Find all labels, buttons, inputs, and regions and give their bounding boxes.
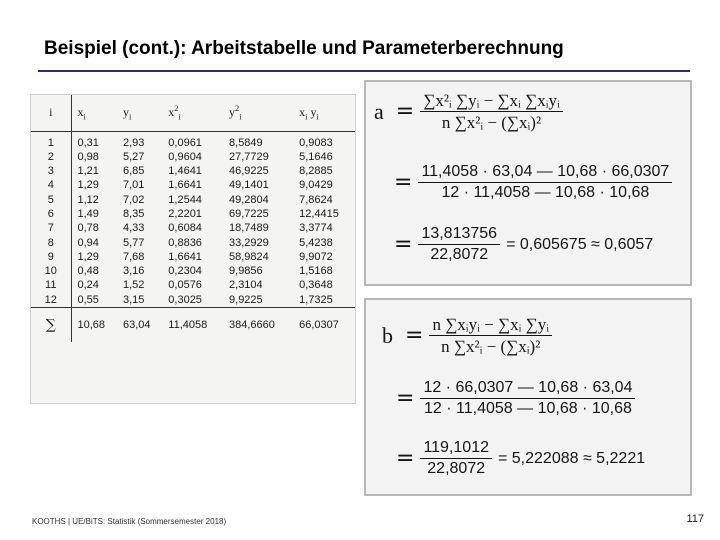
cell-x: 1,49 <box>77 207 99 220</box>
cell-i: 9 <box>31 250 71 264</box>
cell-xy: 1,5168 <box>299 265 333 278</box>
table-row <box>31 150 355 164</box>
cell-x-squared: 0,2304 <box>168 265 202 278</box>
cell-y: 7,02 <box>122 193 145 206</box>
formula-b-substitution-denominator: 12 · 11,4058 — 10,68 · 10,68 <box>424 400 632 417</box>
formula-b-substitution-numerator: 12 · 66,0307 — 10,68 · 63,04 <box>420 378 635 399</box>
cell-xy: 5,4238 <box>299 236 333 249</box>
table-row <box>31 178 355 192</box>
formula-a-substitution-fraction <box>418 162 672 203</box>
cell-x-squared: 0,9604 <box>168 150 202 163</box>
cell-i: 10 <box>31 264 71 278</box>
formula-b-calculation-fraction <box>420 438 492 479</box>
sum-y: 63,04 <box>117 308 162 342</box>
cell-y-squared: 27,7729 <box>229 150 269 163</box>
cell-xy: 5,1646 <box>299 150 333 163</box>
cell-xy: 0,3648 <box>299 279 333 292</box>
cell-x: 0,78 <box>77 222 99 235</box>
cell-i: 11 <box>31 278 71 292</box>
cell-x-squared: 1,4641 <box>168 165 202 178</box>
work-table <box>31 95 355 342</box>
cell-xy: 0,9083 <box>299 136 333 149</box>
cell-x: 1,29 <box>77 179 99 192</box>
table-header-row <box>31 95 355 131</box>
cell-i: 12 <box>31 293 71 308</box>
formula-b-panel <box>364 298 692 496</box>
cell-i: 7 <box>31 221 71 235</box>
cell-y: 3,16 <box>122 265 145 278</box>
formula-a-calculation-denominator: 22,8072 <box>430 246 489 263</box>
cell-x: 1,29 <box>77 250 99 263</box>
cell-xy: 9,9072 <box>299 250 333 263</box>
cell-y-squared: 33,2929 <box>229 236 269 249</box>
formula-b-calculation-denominator: 22,8072 <box>427 460 486 477</box>
formula-b-general-numerator: n ∑xᵢyᵢ − ∑xᵢ ∑yᵢ <box>429 314 552 336</box>
formula-b-general-fraction <box>429 314 552 358</box>
work-table-image <box>30 94 356 404</box>
table-row <box>31 293 355 308</box>
formula-a-general: a = $\frac{\text{∑x²ᵢ ∑yᵢ − ∑xᵢ ∑xᵢyᵢ}}{\text{n ∑x²ᵢ − (∑xᵢ)²}}$ <box>374 90 563 134</box>
cell-y-squared: 2,3104 <box>229 279 263 292</box>
header-x: $x_i$ <box>71 95 117 131</box>
cell-y-squared: 46,9225 <box>229 165 269 178</box>
cell-y: 7,68 <box>122 250 145 263</box>
table-row <box>31 250 355 264</box>
cell-y-squared: 58,9824 <box>229 250 269 263</box>
cell-y-squared: 18,7489 <box>229 222 269 235</box>
cell-y: 3,15 <box>122 293 145 306</box>
table-sum-row <box>31 308 355 342</box>
cell-y: 7,01 <box>122 179 145 192</box>
sum-label: ∑ <box>31 308 71 342</box>
formula-a-calculation: = $\frac{13,813756}{22,8072}$ = 0,605675 ≈ 0,6057 <box>394 225 654 263</box>
table-row <box>31 207 355 221</box>
table-row <box>31 264 355 278</box>
table-row <box>31 164 355 178</box>
cell-xy: 9,0429 <box>299 179 333 192</box>
formula-a-general-numerator: ∑x²ᵢ ∑yᵢ − ∑xᵢ ∑xᵢyᵢ <box>420 90 563 112</box>
cell-y: 1,52 <box>122 279 145 292</box>
cell-y-squared: 8,5849 <box>229 136 263 149</box>
formula-a-substitution: = $\frac{11,4058 \cdot 63,04 — 10,68 \cdot 66,0307}{12 \cdot 11,4058 — 10,68 \cdot 10,68}$ <box>388 162 672 203</box>
cell-y-squared: 49,2804 <box>229 193 269 206</box>
formula-a-calculation-numerator: 13,813756 <box>418 224 500 245</box>
cell-x: 1,21 <box>77 165 99 178</box>
slide-title: Beispiel (cont.): Arbeitstabelle und Parameterberechnung <box>44 38 564 59</box>
cell-y-squared: 9,9856 <box>229 265 263 278</box>
cell-i: 6 <box>31 207 71 221</box>
cell-xy: 8,2885 <box>299 165 333 178</box>
formula-b-general: b = $\frac{\text{n ∑xᵢyᵢ − ∑xᵢ ∑yᵢ}}{\text{n ∑x²ᵢ − (∑xᵢ)²}}$ <box>382 314 552 358</box>
table-row <box>31 131 355 150</box>
table-row <box>31 221 355 235</box>
table-row <box>31 236 355 250</box>
formula-b-substitution-fraction <box>420 378 635 419</box>
title-divider <box>38 70 690 72</box>
formula-b-symbol: b <box>382 322 393 348</box>
formula-a-result: = 0,605675 ≈ 0,6057 <box>506 235 654 253</box>
cell-y: 2,93 <box>122 136 145 149</box>
formula-a-panel <box>364 80 692 286</box>
cell-i: 1 <box>31 131 71 150</box>
cell-x-squared: 0,8836 <box>168 236 202 249</box>
cell-x: 0,98 <box>77 150 99 163</box>
cell-x-squared: 0,0576 <box>168 279 202 292</box>
cell-x: 0,31 <box>77 136 99 149</box>
cell-y: 5,77 <box>122 236 145 249</box>
cell-x-squared: 0,6084 <box>168 222 202 235</box>
header-y-squared: $y^2_i$ <box>223 95 293 131</box>
page-number: 117 <box>686 513 704 525</box>
cell-x-squared: 0,3025 <box>168 293 202 306</box>
formula-a-symbol: a <box>374 98 384 124</box>
cell-xy: 1,7325 <box>299 293 333 306</box>
cell-x-squared: 1,6641 <box>168 250 202 263</box>
formula-a-substitution-denominator: 12 · 11,4058 — 10,68 · 10,68 <box>441 184 650 201</box>
cell-x-squared: 1,2544 <box>168 193 202 206</box>
cell-x: 0,94 <box>77 236 99 249</box>
footer-text: KOOTHS | UE/BiTS: Statistik (Sommersemester 2018) <box>32 517 227 526</box>
formula-b-general-denominator: n ∑x²ᵢ − (∑xᵢ)² <box>441 337 541 357</box>
cell-y-squared: 69,7225 <box>229 207 269 220</box>
cell-x-squared: 2,2201 <box>168 207 202 220</box>
cell-xy: 3,3774 <box>299 222 333 235</box>
cell-x: 0,48 <box>77 265 99 278</box>
formula-a-calculation-fraction <box>418 224 500 265</box>
cell-y-squared: 9,9225 <box>229 293 263 306</box>
cell-x-squared: 0,0961 <box>168 136 202 149</box>
cell-i: 4 <box>31 178 71 192</box>
formula-a-substitution-numerator: 11,4058 · 63,04 — 10,68 · 66,0307 <box>418 162 672 183</box>
header-i: i <box>31 95 71 131</box>
sum-x: 10,68 <box>71 308 117 342</box>
cell-i: 5 <box>31 193 71 207</box>
table-row <box>31 193 355 207</box>
cell-x: 1,12 <box>77 193 99 206</box>
cell-xy: 7,8624 <box>299 193 333 206</box>
formula-b-calculation: = $\frac{119,1012}{22,8072}$ = 5,222088 ≈ 5,2221 <box>396 439 646 477</box>
formula-a-general-denominator: n ∑x²ᵢ − (∑xᵢ)² <box>441 113 542 133</box>
formula-b-substitution: = $\frac{12 \cdot 66,0307 — 10,68 \cdot 63,04}{12 \cdot 11,4058 — 10,68 \cdot 10,68}$ <box>390 378 635 419</box>
header-y: $y_i$ <box>117 95 162 131</box>
header-xy: $x_i$ $y_i$ <box>293 95 355 131</box>
cell-y: 8,35 <box>122 207 145 220</box>
formula-b-result: = 5,222088 ≈ 5,2221 <box>497 449 646 467</box>
cell-y: 5,27 <box>122 150 145 163</box>
cell-y-squared: 49,1401 <box>229 179 269 192</box>
table-row <box>31 278 355 292</box>
cell-y: 4,33 <box>122 222 145 235</box>
formula-b-calculation-numerator: 119,1012 <box>420 438 492 459</box>
formula-a-general-fraction <box>420 90 563 134</box>
cell-x: 0,24 <box>77 279 99 292</box>
cell-xy: 12,4415 <box>299 207 339 220</box>
cell-x: 0,55 <box>77 293 99 306</box>
cell-x-squared: 1,6641 <box>168 179 202 192</box>
cell-i: 8 <box>31 236 71 250</box>
sum-y-squared: 384,6660 <box>223 308 293 342</box>
cell-i: 2 <box>31 150 71 164</box>
sum-xy: 66,0307 <box>293 308 355 342</box>
sum-x-squared: 11,4058 <box>162 308 223 342</box>
cell-i: 3 <box>31 164 71 178</box>
header-x-squared: $x^2_i$ <box>162 95 223 131</box>
cell-y: 6,85 <box>122 165 145 178</box>
